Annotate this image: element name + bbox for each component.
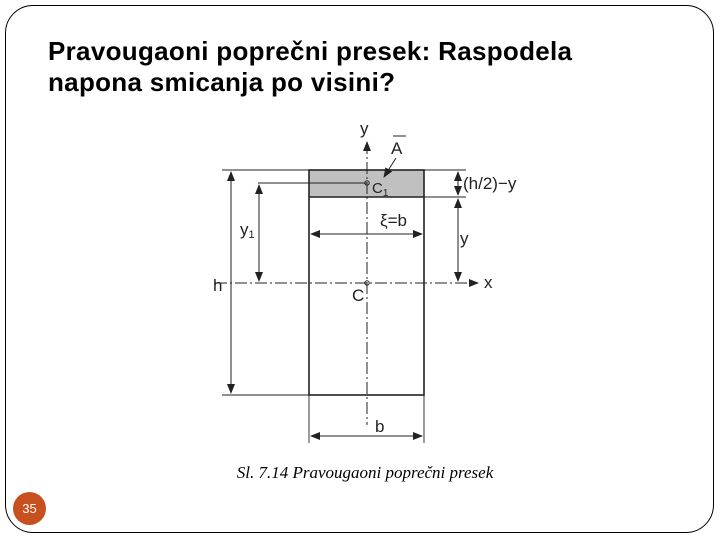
x-axis-label: x bbox=[484, 273, 493, 292]
width-label: b bbox=[375, 417, 385, 436]
centroid-c1-label: $C_1$ bbox=[372, 180, 389, 199]
title-line-2: napona smicanja po visini? bbox=[48, 67, 396, 97]
y-dimension-label: y bbox=[460, 229, 469, 248]
top-dimension-label: (h/2)−y bbox=[463, 174, 517, 193]
y-axis-label: y bbox=[360, 119, 369, 138]
centroid-c-label: C bbox=[352, 286, 365, 305]
figure-caption: Sl. 7.14 Pravougaoni poprečni presek bbox=[236, 463, 494, 482]
page-number-badge: 35 bbox=[13, 492, 46, 525]
y1-dimension-label: y1 bbox=[240, 220, 255, 241]
xi-label: ξ=b bbox=[380, 211, 407, 230]
area-label: A bbox=[391, 139, 403, 158]
title-line-1: Pravougaoni poprečni presek: Raspodela bbox=[48, 36, 573, 66]
height-label: h bbox=[213, 276, 223, 295]
